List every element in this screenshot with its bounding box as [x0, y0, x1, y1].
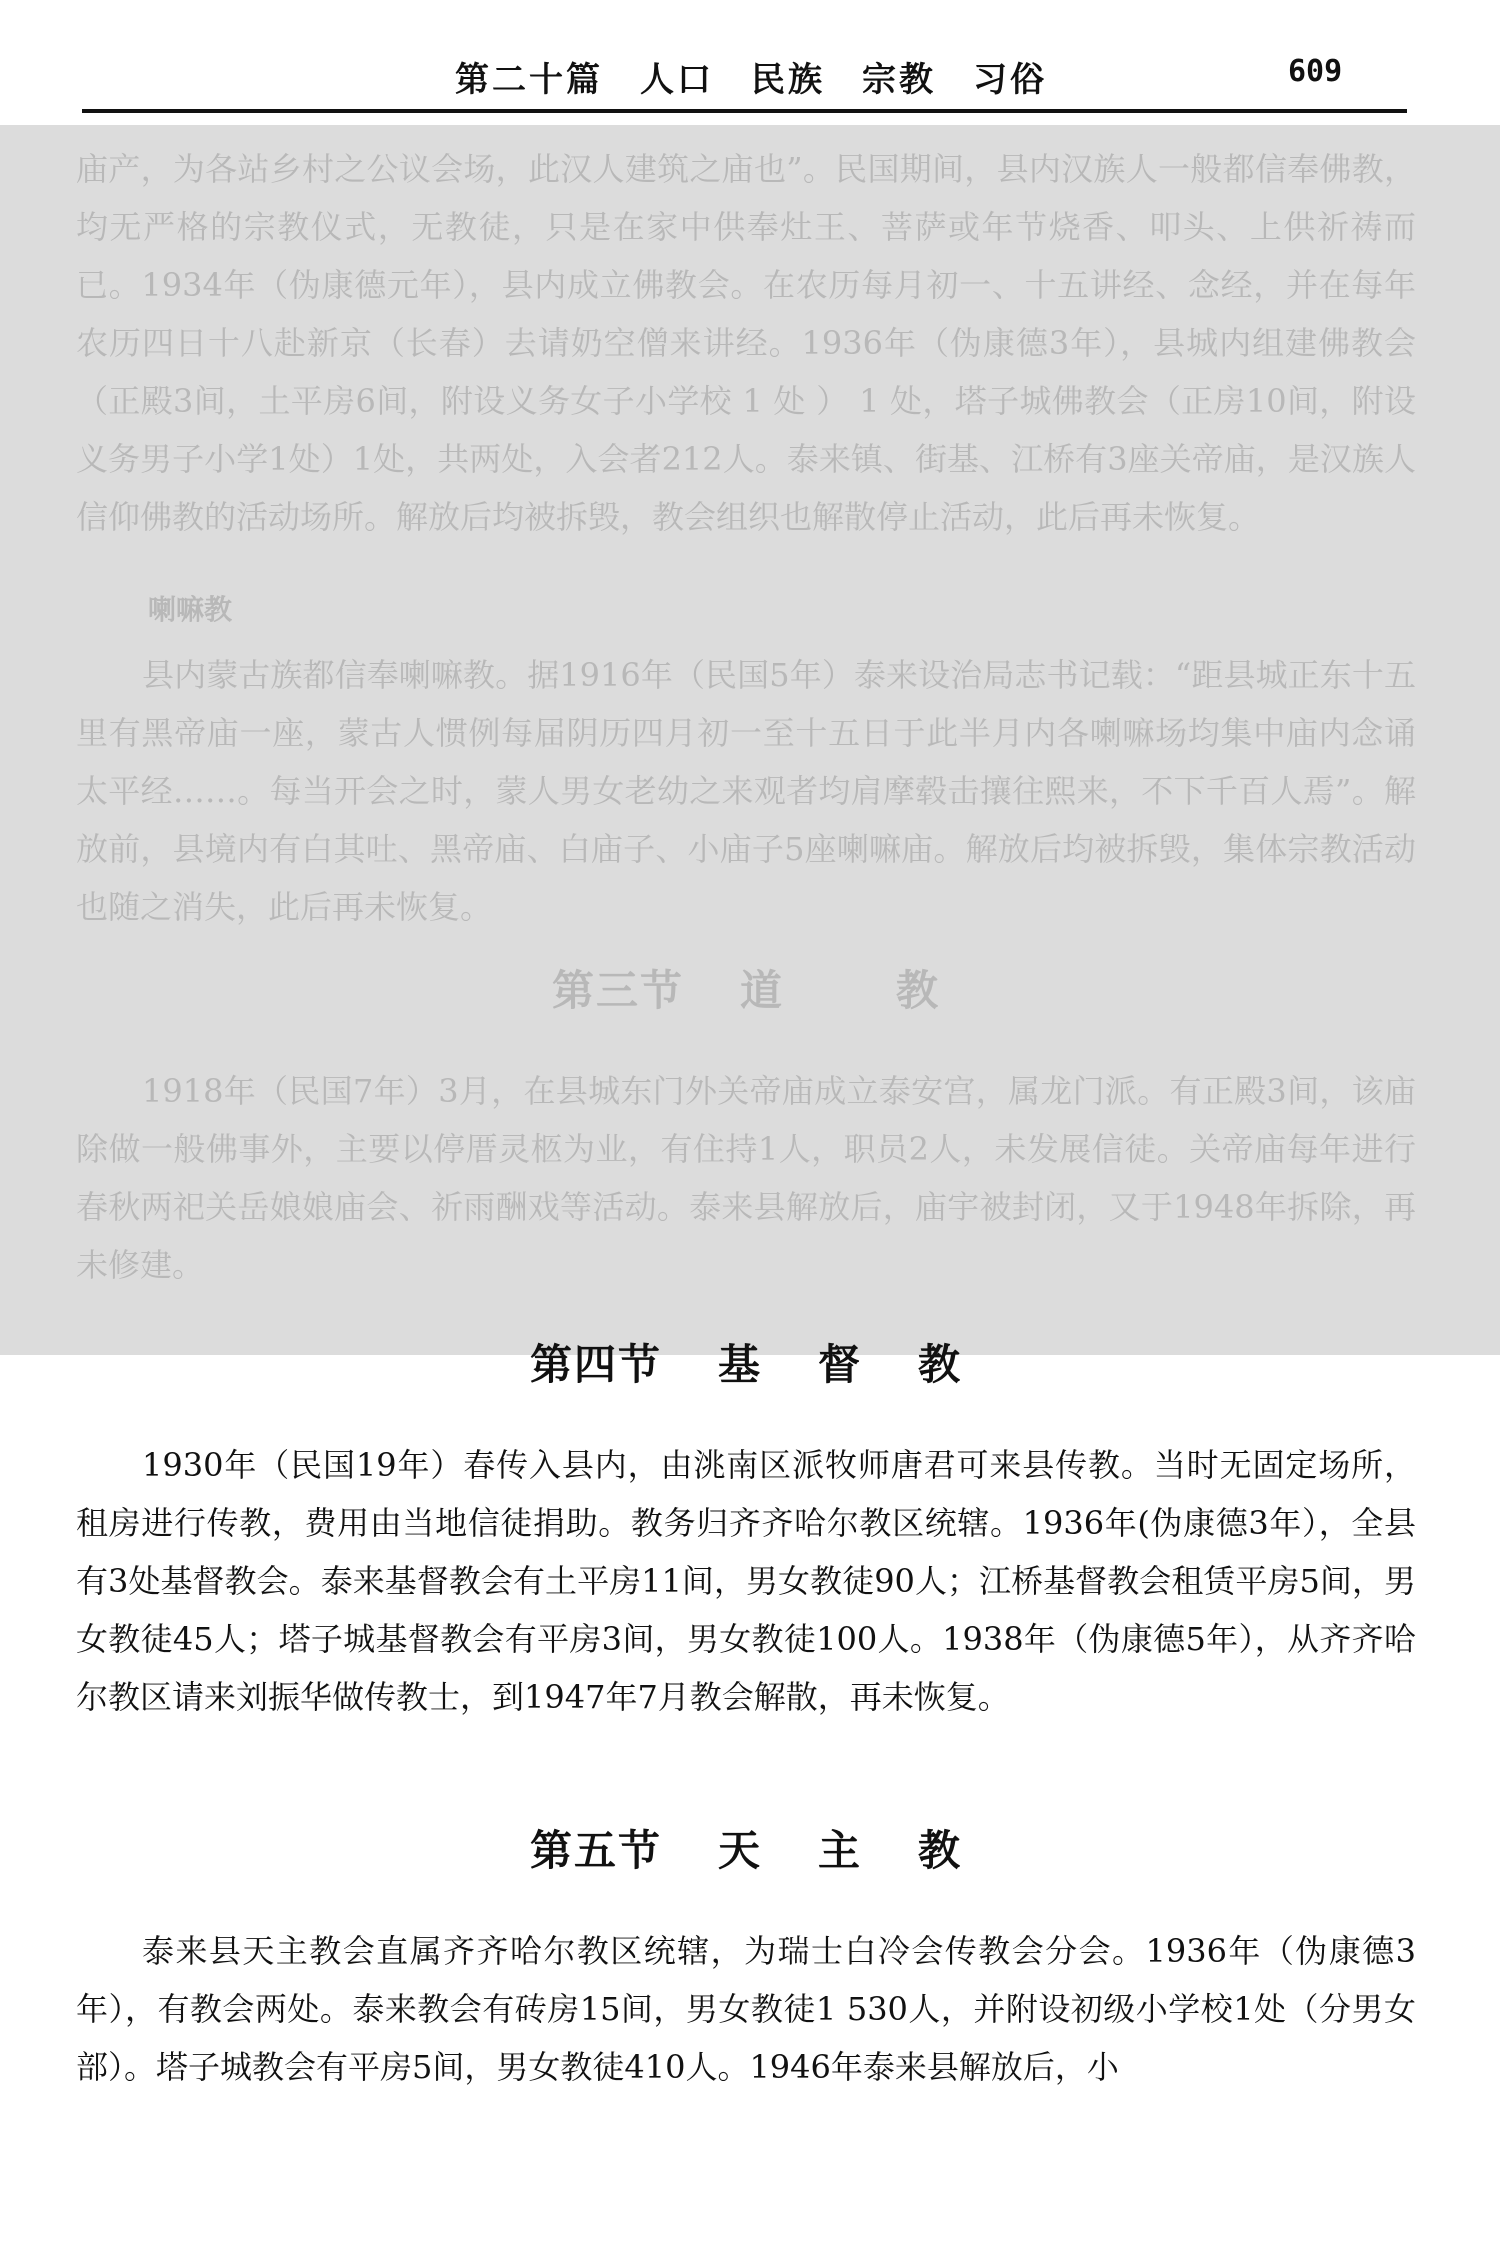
section4-title-b: 督 — [818, 1340, 863, 1389]
header-rule — [82, 109, 1407, 113]
section3-title-a: 道 — [739, 966, 784, 1015]
section4-label: 第四节 — [529, 1340, 662, 1389]
section3-heading — [76, 956, 1416, 1026]
section4-title-c: 教 — [918, 1340, 963, 1389]
section4-heading — [76, 1330, 1416, 1400]
running-header — [0, 38, 1500, 118]
section5-label: 第五节 — [529, 1826, 662, 1875]
section5-heading — [76, 1816, 1416, 1886]
lama-subheading: 喇嘛教 — [148, 593, 233, 626]
lama-paragraph: 县内蒙古族都信奉喇嘛教。据1916年（民国5年）泰来设治局志书记载：“距县城正东十五里有黑帝庙一座，蒙古人惯例每届阴历四月初一至十五日于此半月内各喇嘛场均集中庙内念诵太平经……。每当开会之时，蒙人男女老幼之来观者均肩摩毂击攘往熙来，不下千百人焉”。解放前，县境内有白其吐、黑帝庙、白庙子、小庙子5座喇嘛庙。解放后均被拆毁，集体宗教活动也随之消失，此后再未恢复。 — [76, 656, 1416, 926]
body-text — [76, 140, 1416, 2096]
section3-title-b: 教 — [896, 966, 941, 1015]
section5-paragraph: 泰来县天主教会直属齐齐哈尔教区统辖，为瑞士白冷会传教会分会。1936年（伪康德3年），有教会两处。泰来教会有砖房15间，男女教徒1 530人，并附设初级小学校1处（分男女部）。塔子城教会有平房5间，男女教徒410人。1946年泰来县解放后，小 — [76, 1932, 1416, 2086]
section5-title-a: 天 — [717, 1826, 762, 1875]
page-number: 609 — [1288, 54, 1343, 89]
section3-paragraph: 1918年（民国7年）3月，在县城东门外关帝庙成立泰安宫，属龙门派。有正殿3间，该庙除做一般佛事外，主要以停厝灵柩为业，有住持1人，职员2人，未发展信徒。关帝庙每年进行春秋两祀关岳娘娘庙会、祈雨酬戏等活动。泰来县解放后，庙宇被封闭，又于1948年拆除，再未修建。 — [76, 1072, 1416, 1284]
continued-paragraph: 庙产，为各站乡村之公议会场，此汉人建筑之庙也”。民国期间，县内汉族人一般都信奉佛教，均无严格的宗教仪式，无教徒，只是在家中供奉灶王、菩萨或年节烧香、叩头、上供祈祷而已。1934年（伪康德元年），县内成立佛教会。在农历每月初一、十五讲经、念经，并在每年农历四日十八赴新京（长春）去请奶空僧来讲经。1936年（伪康德3年），县城内组建佛教会（正殿3间，土平房6间，附设义务女子小学校 1 处 ） 1 处，塔子城佛教会（正房10间，附设义务男子小学1处）1处，共两处，入会者212人。泰来镇、街基、江桥有3座关帝庙，是汉族人信仰佛教的活动场所。解放后均被拆毁，教会组织也解散停止活动，此后再未恢复。 — [76, 150, 1416, 536]
section4-paragraph: 1930年（民国19年）春传入县内，由洮南区派牧师唐君可来县传教。当时无固定场所，租房进行传教，费用由当地信徒捐助。教务归齐齐哈尔教区统辖。1936年(伪康德3年），全县有3处基督教会。泰来基督教会有土平房11间，男女教徒90人；江桥基督教会租赁平房5间，男女教徒45人；塔子城基督教会有平房3间，男女教徒100人。1938年（伪康德5年），从齐齐哈尔教区请来刘振华做传教士，到1947年7月教会解散，再未恢复。 — [76, 1446, 1416, 1716]
section5-title-b: 主 — [818, 1826, 863, 1875]
header-title: 第二十篇 人口 民族 宗教 习俗 — [455, 60, 1047, 100]
section3-label: 第三节 — [551, 966, 684, 1015]
section4-title-a: 基 — [717, 1340, 762, 1389]
section5-title-c: 教 — [918, 1826, 963, 1875]
